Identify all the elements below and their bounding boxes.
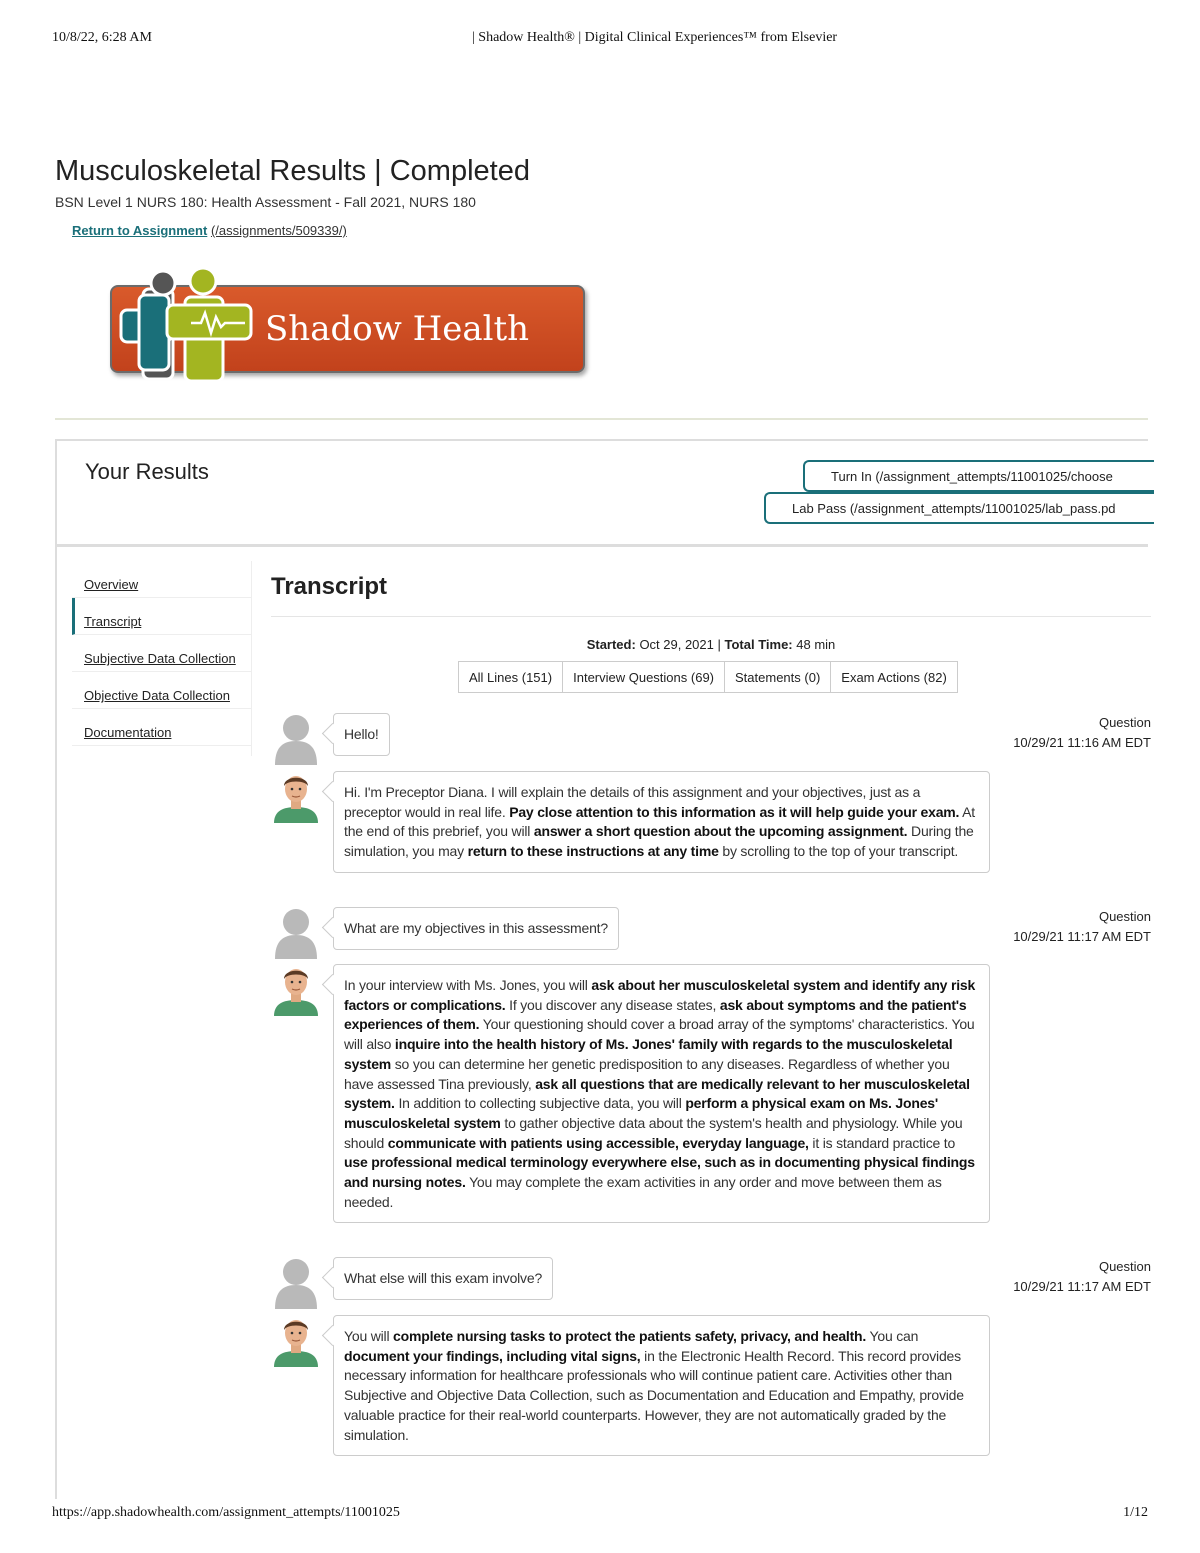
emphasis-text: answer a short question about the upcoming assignment. (533, 823, 908, 840)
course-subtitle: BSN Level 1 NURS 180: Health Assessment - Fall 2021, NURS 180 (55, 194, 476, 210)
question-bubble: Hello! (333, 713, 390, 756)
line-type: Question (1098, 1259, 1151, 1274)
body-text: by scrolling to the top of your transcript. (718, 843, 959, 860)
emphasis-text: use professional medical terminology everywhere else, such as in documenting physical findings and nursing notes. (344, 1154, 975, 1191)
line-timestamp: 10/29/21 11:17 AM EDT (1013, 929, 1151, 944)
body-text: to gather objective data about the system's health and physiology. While you should (344, 1114, 963, 1151)
body-text: You can (866, 1328, 919, 1344)
body-text: In addition to collecting subjective data, you will (394, 1095, 686, 1112)
student-avatar-icon (271, 713, 321, 765)
logo-figure-icon (105, 265, 255, 390)
body-text: in the Electronic Health Record. This record provides necessary information for healthcare professionals who will continue patient care. Activities other than Subjective and Objective Data Collection, such as Documentation and Education and Empathy, provide valuable practice for their real-world counterparts. However, they are not automatically graded by the simulation. (344, 1347, 964, 1443)
results-title: Your Results (85, 459, 209, 484)
line-meta (1013, 1257, 1151, 1297)
print-page-title: | Shadow Health® | Digital Clinical Experiences™ from Elsevier (472, 30, 838, 45)
return-link-text[interactable]: Return to Assignment (72, 223, 208, 238)
emphasis-text: ask about symptoms and the patient's experiences of them. (344, 996, 967, 1033)
body-text: You will (344, 1328, 394, 1344)
body-text: At the end of this prebrief, you will (344, 803, 975, 840)
return-link-url[interactable]: (/assignments/509339/) (210, 223, 347, 238)
page-title: Musculoskeletal Results | Completed (55, 155, 530, 187)
total-time-label: Total Time: (724, 637, 793, 652)
nav-item-transcript[interactable]: Transcript (72, 598, 251, 635)
transcript-section (271, 573, 1151, 1443)
nav-item-objective-data-collection[interactable]: Objective Data Collection (72, 672, 251, 709)
preceptor-avatar-icon (271, 771, 321, 823)
print-url: https://app.shadowhealth.com/assignment_attempts/11001025 (52, 1505, 400, 1520)
total-time-value: 48 min (796, 637, 836, 652)
results-header (57, 441, 1148, 547)
emphasis-text: communicate with patients using accessible, everyday language, (387, 1134, 809, 1151)
body-text: Your questioning should cover a broad array of the symptoms' characteristics. You will also (344, 1016, 975, 1053)
nav-item-documentation[interactable]: Documentation (72, 709, 251, 746)
body-text: During the simulation, you may (344, 823, 974, 860)
transcript-line (271, 907, 1151, 962)
body-text: it is standard practice to (808, 1134, 956, 1151)
logo-text: Shadow Health (265, 309, 530, 349)
transcript-meta: Started: Oct 29, 2021 | Total Time: 48 min (586, 637, 836, 652)
filter-interview-questions[interactable]: Interview Questions (69) (563, 661, 725, 693)
question-bubble: What are my objectives in this assessment? (333, 907, 619, 950)
line-meta (1013, 713, 1151, 753)
response-bubble (333, 1315, 990, 1456)
section-divider (55, 418, 1148, 420)
emphasis-text: complete nursing tasks to protect the patients safety, privacy, and health. (393, 1328, 867, 1344)
results-panel (55, 439, 1151, 1499)
transcript-line (271, 1257, 1151, 1312)
started-label: Started: (586, 637, 636, 652)
nav-item-overview[interactable]: Overview (72, 561, 251, 598)
return-to-assignment-link[interactable] (72, 223, 347, 238)
transcript-line (271, 713, 1151, 768)
print-footer (52, 1505, 1148, 1525)
print-datetime: 10/8/22, 6:28 AM (52, 30, 152, 45)
filter-all-lines[interactable]: All Lines (151) (458, 661, 563, 693)
response-bubble (333, 964, 990, 1223)
body-text: If you discover any disease states, (505, 996, 720, 1013)
transcript-filter-tabs (458, 661, 958, 693)
filter-exam-actions[interactable]: Exam Actions (82) (831, 661, 958, 693)
line-type: Question (1098, 715, 1151, 730)
emphasis-text: ask about her musculoskeletal system and identify any risk factors or complications. (344, 977, 976, 1013)
emphasis-text: perform a physical exam on Ms. Jones' musculoskeletal system (344, 1095, 939, 1131)
lab-pass-button[interactable]: Lab Pass (/assignment_attempts/11001025/lab_pass.pd (764, 492, 1154, 524)
nav-item-subjective-data-collection[interactable]: Subjective Data Collection (72, 635, 251, 672)
body-text: In your interview with Ms. Jones, you will (344, 977, 592, 993)
shadow-health-logo (105, 265, 585, 390)
preceptor-avatar-icon (271, 964, 321, 1016)
line-meta (1013, 907, 1151, 947)
print-page-number: 1/12 (1123, 1505, 1148, 1520)
body-text: Hi. I'm Preceptor Diana. I will explain the details of this assignment and your objectives, just as a preceptor would in real life. (344, 784, 921, 820)
emphasis-text: document your findings, including vital signs, (344, 1347, 641, 1364)
filter-statements[interactable]: Statements (0) (725, 661, 831, 693)
emphasis-text: inquire into the health history of Ms. Jones' family with regards to the musculoskeletal system (344, 1036, 953, 1072)
emphasis-text: Pay close attention to this information as it will help guide your exam. (509, 803, 960, 820)
turn-in-button[interactable]: Turn In (/assignment_attempts/11001025/choose (803, 460, 1154, 492)
line-timestamp: 10/29/21 11:16 AM EDT (1013, 735, 1151, 750)
student-avatar-icon (271, 1257, 321, 1309)
preceptor-avatar-icon (271, 1315, 321, 1367)
results-sidenav (72, 561, 252, 756)
print-header (52, 30, 1148, 50)
body-text: so you can determine her genetic predisposition to any diseases. Regardless of whether you have assessed Tina previously, (344, 1055, 950, 1092)
line-timestamp: 10/29/21 11:17 AM EDT (1013, 1279, 1151, 1294)
line-type: Question (1098, 909, 1151, 924)
started-value: Oct 29, 2021 (639, 637, 714, 652)
response-bubble (333, 771, 990, 873)
student-avatar-icon (271, 907, 321, 959)
transcript-title: Transcript (271, 573, 1151, 617)
question-bubble: What else will this exam involve? (333, 1257, 553, 1300)
body-text: You may complete the exam activities in any order and move between them as needed. (344, 1174, 942, 1210)
emphasis-text: ask all questions that are medically relevant to her musculoskeletal system. (344, 1075, 970, 1112)
emphasis-text: return to these instructions at any time (467, 843, 719, 860)
